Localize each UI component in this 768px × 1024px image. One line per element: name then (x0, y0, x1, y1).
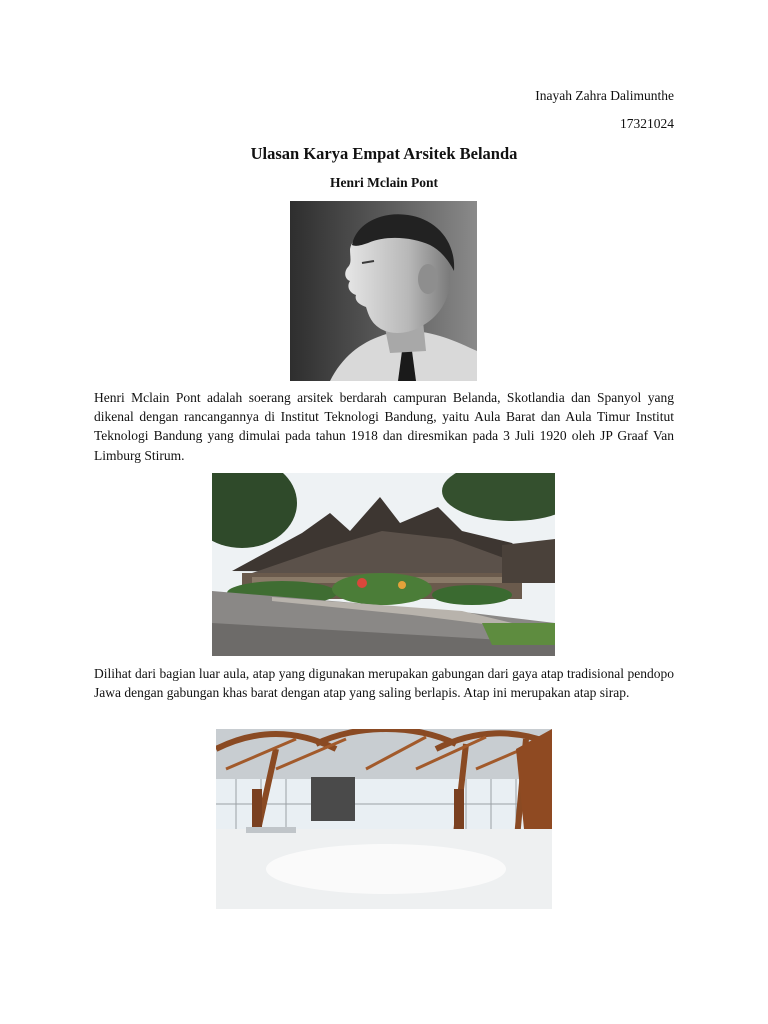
paragraph-intro: Henri Mclain Pont adalah soerang arsitek berdarah campuran Belanda, Skotlandia dan Spanyol yang dikenal dengan rancangannya di Institut Teknologi Bandung, yaitu Aula Barat dan Aula Timur Institut Teknologi Bandung yang dimulai pada tahun 1918 dan diresmikan pada 3 Juli 1920 oleh JP Graaf Van Limburg Stirum. (94, 390, 674, 463)
portrait-photo (290, 201, 477, 381)
author-name: Inayah Zahra Dalimunthe (535, 88, 674, 103)
aula-exterior-photo (212, 473, 555, 656)
section-heading: Henri Mclain Pont (330, 175, 438, 190)
aula-interior-photo (216, 729, 552, 909)
paragraph-exterior: Dilihat dari bagian luar aula, atap yang digunakan merupakan gabungan dari gaya atap tradisional pendopo Jawa dengan gabungan khas barat dengan atap yang saling berlapis. Atap ini merupakan atap sirap. (94, 666, 674, 701)
document-title: Ulasan Karya Empat Arsitek Belanda (250, 144, 518, 163)
student-id: 17321024 (620, 116, 674, 131)
